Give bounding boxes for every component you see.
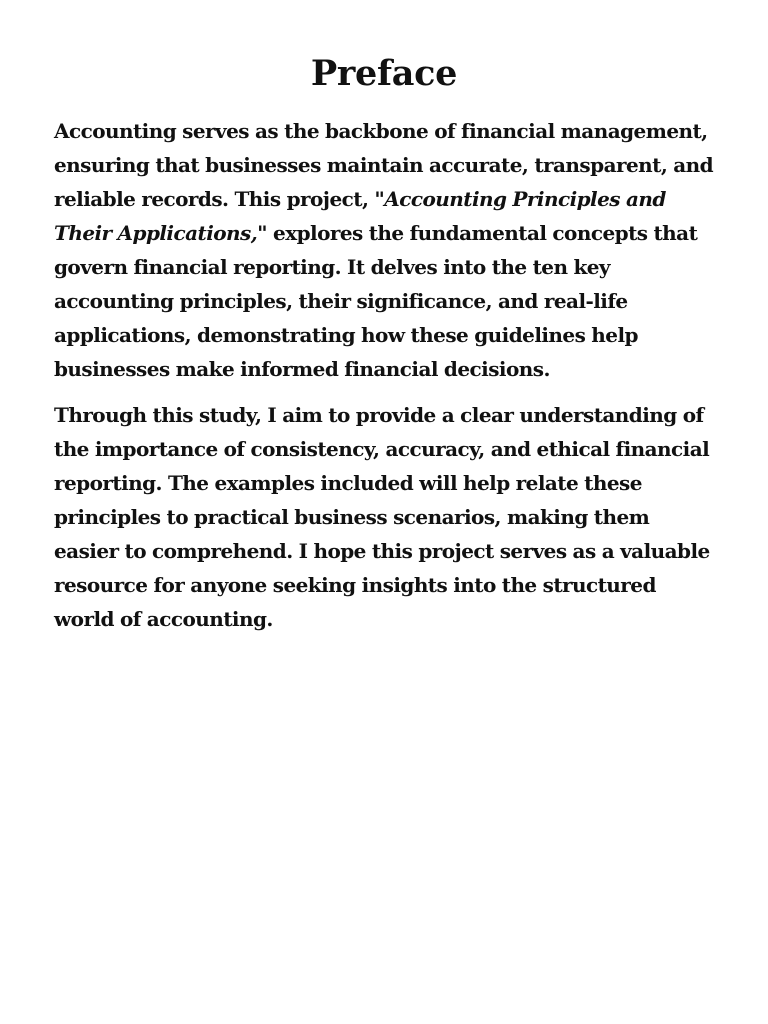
paragraph-intro (54, 114, 714, 386)
project-title-italic: "Accounting Principles and Their Applications," (54, 187, 666, 245)
paragraph-intro-text-end: explores the fundamental concepts that govern financial reporting. It delves into the ten key accounting principles, their significance, and real-life applications, demonstrating how these guidelines help businesses make informed financial decisions. (54, 221, 698, 381)
page-title: Preface (310, 53, 458, 94)
paragraph-intro-text-start: Accounting serves as the backbone of financial management, ensuring that businesses maintain accurate, transparent, and reliable records. This project, (54, 119, 714, 211)
paragraph-purpose: Through this study, I aim to provide a clear understanding of the importance of consistency, accuracy, and ethical financial reporting. The examples included will help relate these principles to practical business scenarios, making them easier to comprehend. I hope this project serves as a valuable resource for anyone seeking insights into the structured world of accounting. (54, 403, 710, 631)
